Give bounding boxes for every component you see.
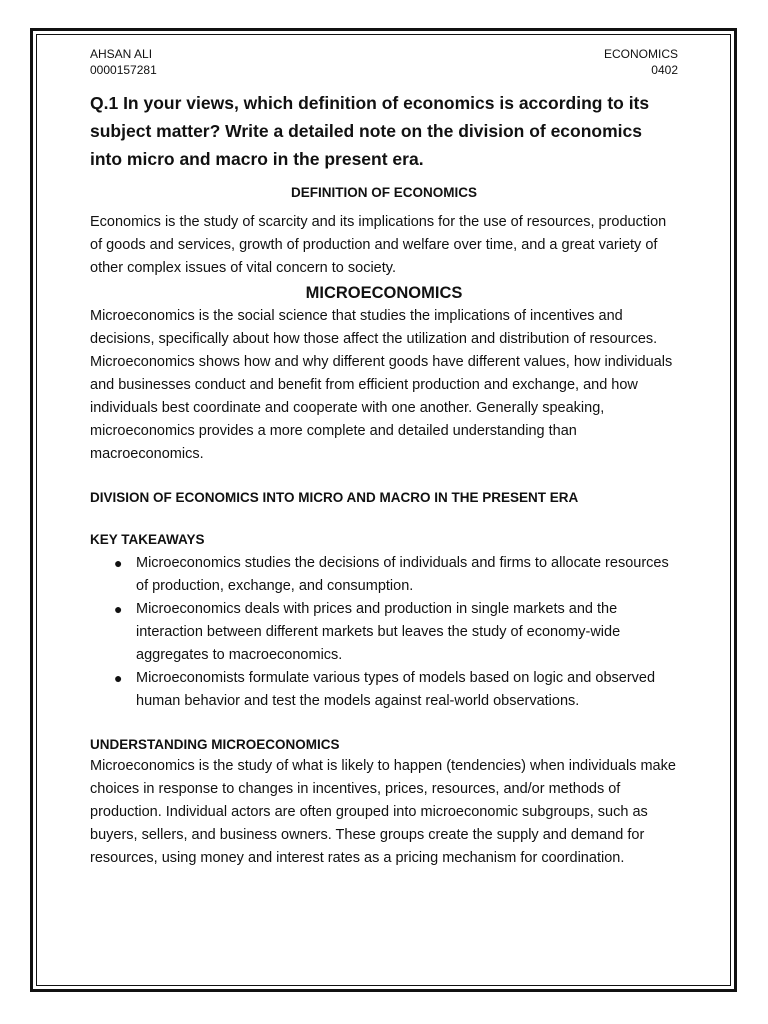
document-content (90, 46, 678, 870)
bullet-icon: ● (114, 555, 123, 571)
student-id: 0000157281 (90, 63, 157, 77)
document-header (90, 46, 678, 78)
list-item-text: Microeconomics studies the decisions of individuals and firms to allocate resources of production, exchange, and consumption. (136, 555, 669, 594)
list-item (114, 598, 678, 667)
key-takeaways-list (90, 552, 678, 713)
header-right (604, 46, 678, 78)
header-left (90, 46, 157, 78)
bullet-icon: ● (114, 601, 123, 617)
question-heading: Q.1 In your views, which definition of economics is according to its subject matter? Write a detailed note on the division of economics into micro and macro in the present era. (90, 93, 650, 169)
bullet-icon: ● (114, 670, 123, 686)
key-takeaways-heading: KEY TAKEAWAYS (90, 532, 205, 547)
list-item-text: Microeconomics deals with prices and production in single markets and the interaction between different markets but leaves the study of economy-wide aggregates to macroeconomics. (136, 601, 621, 663)
microeconomics-paragraph: Microeconomics is the social science that studies the implications of incentives and decisions, specifically about how those affect the utilization and distribution of resources. Microeconomics shows how and why different goods have different values, how individuals and businesses conduct and benefit from efficient production and exchange, and how individuals best coordinate and cooperate with one another. Generally speaking, microeconomics provides a more complete and detailed understanding than macroeconomics. (90, 308, 673, 462)
understanding-paragraph: Microeconomics is the study of what is likely to happen (tendencies) when individuals make choices in response to changes in incentives, prices, resources, and/or methods of production. Individual actors are often grouped into microeconomic subgroups, such as buyers, sellers, and business owners. These groups create the supply and demand for resources, using money and interest rates as a pricing mechanism for coordination. (90, 758, 676, 866)
student-name: AHSAN ALI (90, 47, 153, 61)
subject-name: ECONOMICS (603, 47, 678, 61)
list-item (114, 552, 678, 598)
division-heading: DIVISION OF ECONOMICS INTO MICRO AND MACRO IN THE PRESENT ERA (90, 490, 579, 505)
understanding-heading: UNDERSTANDING MICROECONOMICS (90, 737, 340, 752)
list-item (114, 667, 678, 713)
definition-heading: DEFINITION OF ECONOMICS (290, 185, 477, 200)
list-item-text: Microeconomists formulate various types of models based on logic and observed human behavior and test the models against real-world observations. (136, 670, 656, 709)
definition-paragraph: Economics is the study of scarcity and its implications for the use of resources, production of goods and services, growth of production and welfare over time, and a great variety of other complex issues of vital concern to society. (90, 214, 667, 276)
course-code: 0402 (651, 63, 678, 77)
microeconomics-heading: MICROECONOMICS (305, 284, 463, 302)
